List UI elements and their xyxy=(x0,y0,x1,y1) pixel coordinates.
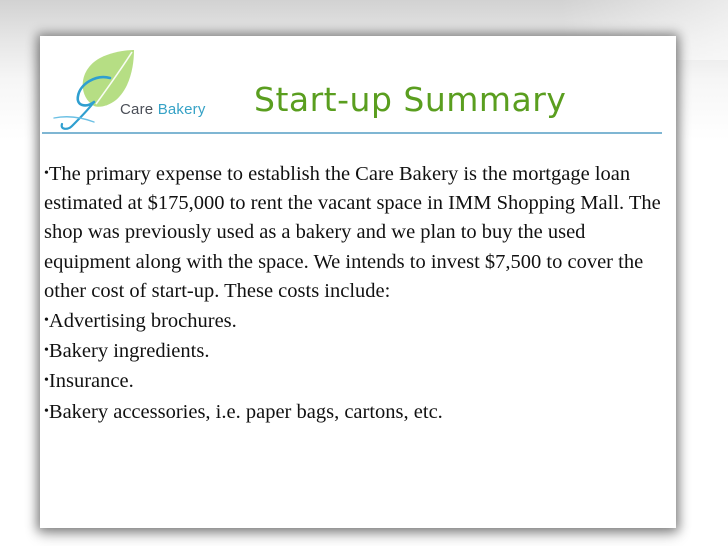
logo-word-bakery: Bakery xyxy=(157,101,206,118)
list-item-text: Bakery ingredients. xyxy=(48,340,210,363)
list-item-text: Insurance. xyxy=(48,370,134,393)
list-item xyxy=(44,306,672,336)
logo-wordmark xyxy=(120,101,206,118)
slide xyxy=(40,36,676,528)
list-item xyxy=(44,366,672,396)
slide-title: Start-up Summary xyxy=(254,80,567,119)
list-item-text: Bakery accessories, i.e. paper bags, cartons, etc. xyxy=(48,400,443,423)
list-item-text: Advertising brochures. xyxy=(48,310,237,333)
bullet-icon: • xyxy=(44,403,49,419)
list-item xyxy=(44,336,672,366)
logo-word-care: Care xyxy=(120,101,154,118)
care-bakery-logo-icon xyxy=(48,44,258,136)
title-divider xyxy=(42,132,662,134)
intro-text: The primary expense to establish the Care Bakery is the mortgage loan estimated at $175,000 to rent the vacant space in IMM Shopping Mall. The shop was previously used as a bakery and we plan to buy the used equipment along with the space. We intends to invest $7,500 to cover the other cost of start-up. These costs include: xyxy=(44,163,661,302)
intro-paragraph xyxy=(44,159,672,306)
bullet-icon: • xyxy=(44,343,49,359)
swash-base xyxy=(54,117,94,122)
bullet-icon: • xyxy=(44,166,49,181)
slide-body xyxy=(44,159,672,427)
bullet-icon: • xyxy=(44,373,49,389)
bullet-icon: • xyxy=(44,313,49,329)
list-item xyxy=(44,397,672,427)
